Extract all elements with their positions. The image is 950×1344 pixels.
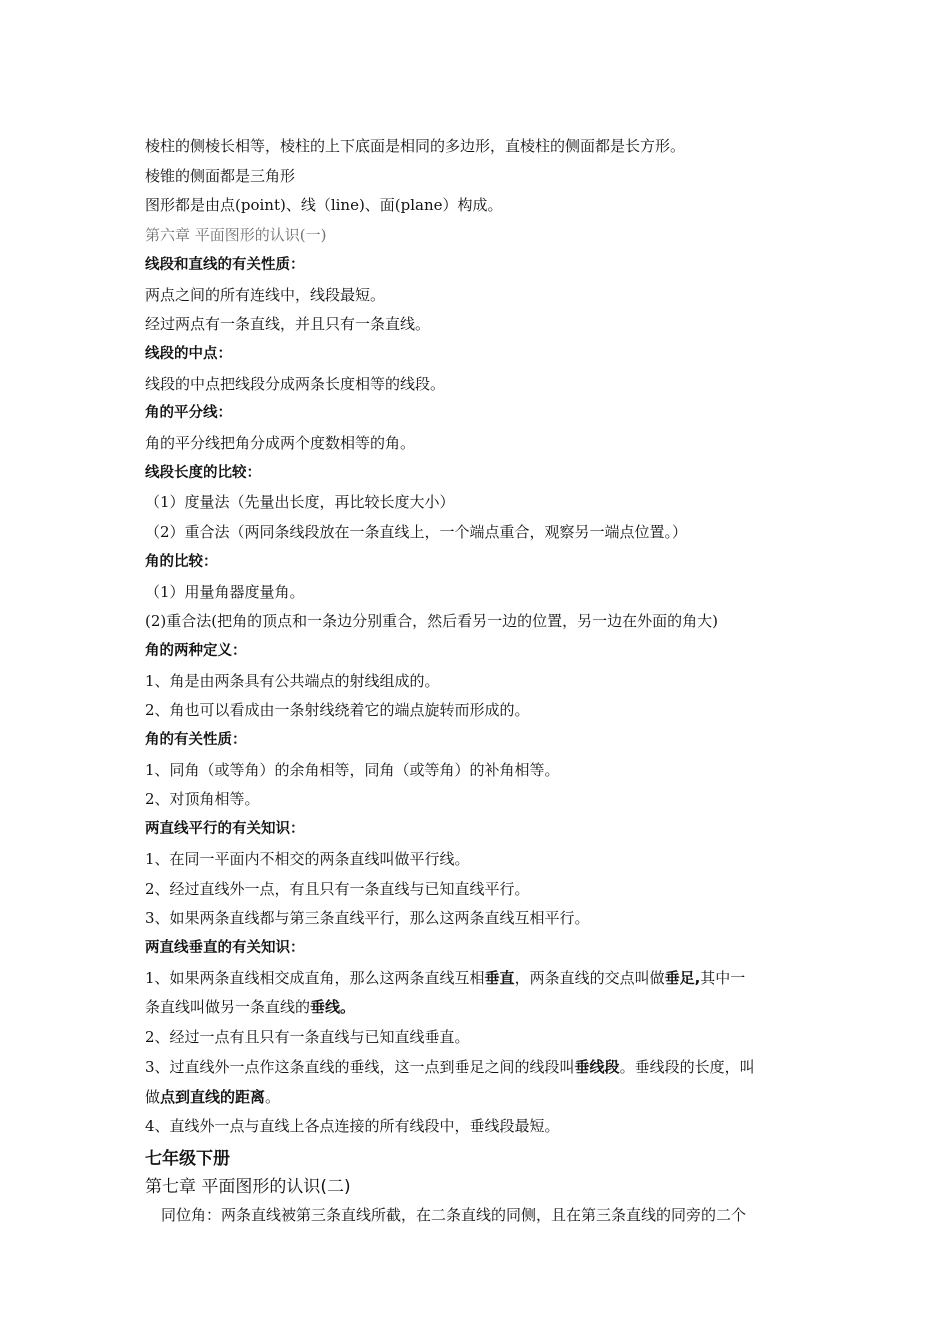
section-heading: 线段长度的比较： xyxy=(145,464,261,481)
perp-item-4: 4、直线外一点与直线上各点连接的所有线段中，垂线段最短。 xyxy=(145,1117,560,1136)
text-line: 2、角也可以看成由一条射线绕着它的端点旋转而形成的。 xyxy=(145,701,530,720)
perp-item-3-line-2: 做点到直线的距离。 xyxy=(145,1087,281,1106)
grade-title: 七年级下册 xyxy=(145,1148,230,1169)
text-line: 线段的中点把线段分成两条长度相等的线段。 xyxy=(145,374,446,393)
text-line: 1、在同一平面内不相交的两条直线叫做平行线。 xyxy=(145,849,470,868)
text-line: 棱锥的侧面都是三角形 xyxy=(145,166,296,185)
text-line: (2)重合法(把角的顶点和一条边分别重合，然后看另一边的位置，另一边在外面的角大) xyxy=(145,612,718,631)
term-perpendicular-line: 垂线。 xyxy=(310,998,356,1017)
corresponding-angle-definition: 同位角：两条直线被第三条直线所截，在二条直线的同侧，且在第三条直线的同旁的二个 xyxy=(161,1205,747,1224)
term-perpendicular-segment: 垂线段 xyxy=(574,1057,620,1076)
perp-item-3-line-1: 3、过直线外一点作这条直线的垂线，这一点到垂足之间的线段叫垂线段。垂线段的长度，叫 xyxy=(145,1057,755,1076)
text-line: 1、同角（或等角）的余角相等，同角（或等角）的补角相等。 xyxy=(145,760,560,779)
text-line: 2、经过直线外一点，有且只有一条直线与已知直线平行。 xyxy=(145,879,530,898)
section-heading: 两直线平行的有关知识： xyxy=(145,821,305,838)
perp-item-1-line-1: 1、如果两条直线相交成直角，那么这两条直线互相垂直，两条直线的交点叫做垂足,其中一 xyxy=(145,968,746,987)
text-line: 图形都是由点(point)、线（line)、面(plane）构成。 xyxy=(145,196,503,215)
text-line: 经过两点有一条直线，并且只有一条直线。 xyxy=(145,315,431,334)
section-heading: 两直线垂直的有关知识： xyxy=(145,939,305,956)
text-line: 两点之间的所有连线中，线段最短。 xyxy=(145,285,386,304)
perp-item-1-line-2: 条直线叫做另一条直线的垂线。 xyxy=(145,998,356,1017)
text-line: 角的平分线把角分成两个度数相等的角。 xyxy=(145,434,416,453)
term-perpendicular: 垂直 xyxy=(484,968,515,987)
text-line: 棱柱的侧棱长相等，棱柱的上下底面是相同的多边形，直棱柱的侧面都是长方形。 xyxy=(145,137,686,155)
document-body xyxy=(145,132,811,1231)
section-heading: 角的比较： xyxy=(145,553,218,570)
section-heading: 角的两种定义： xyxy=(145,642,247,659)
section-heading: 线段和直线的有关性质： xyxy=(145,256,305,273)
section-heading: 线段的中点： xyxy=(145,345,232,362)
text-line: 1、角是由两条具有公共端点的射线组成的。 xyxy=(145,671,440,690)
text-line: （2）重合法（两同条线段放在一条直线上，一个端点重合，观察另一端点位置。） xyxy=(145,523,688,542)
section-heading: 角的有关性质： xyxy=(145,732,247,749)
text-line: （1）度量法（先量出长度，再比较长度大小） xyxy=(145,493,455,512)
text-line: 3、如果两条直线都与第三条直线平行，那么这两条直线互相平行。 xyxy=(145,909,590,928)
chapter-7-title: 第七章 平面图形的认识(二) xyxy=(145,1176,351,1197)
perp-item-2: 2、经过一点有且只有一条直线与已知直线垂直。 xyxy=(145,1028,470,1047)
text-line: （1）用量角器度量角。 xyxy=(145,582,305,601)
section-heading: 角的平分线： xyxy=(145,405,232,422)
text-lines xyxy=(145,132,811,964)
term-distance: 点到直线的距离 xyxy=(160,1087,266,1106)
term-foot: 垂足, xyxy=(664,968,701,987)
text-line: 2、对顶角相等。 xyxy=(145,790,260,809)
chapter-title: 第六章 平面图形的认识(一) xyxy=(145,226,327,245)
